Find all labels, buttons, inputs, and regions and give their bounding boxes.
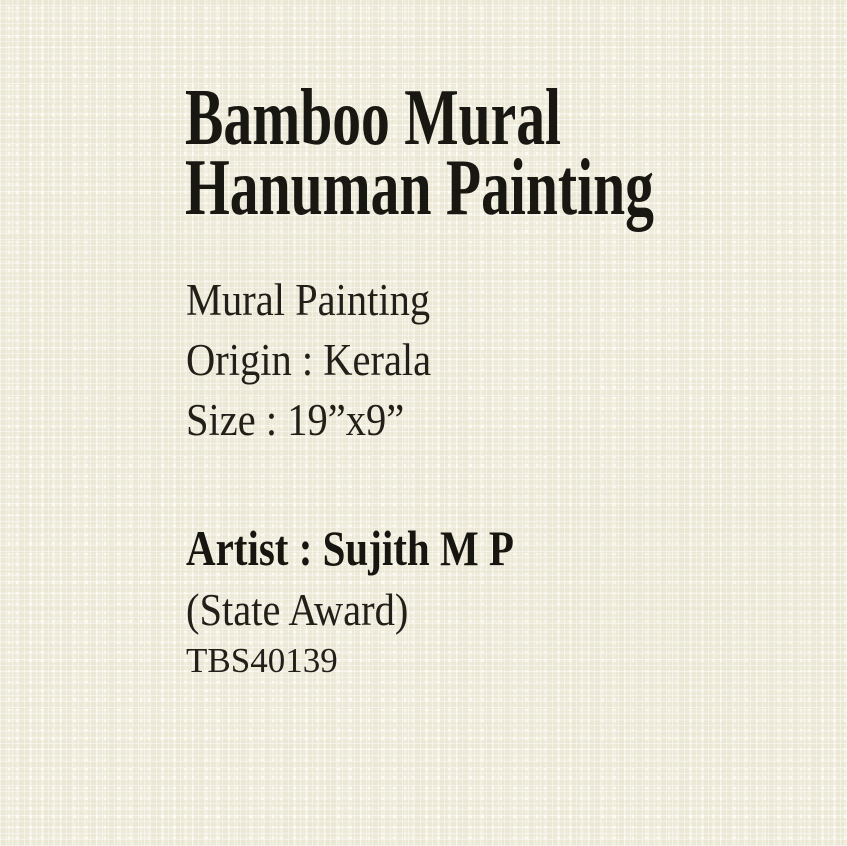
product-details bbox=[186, 270, 431, 450]
detail-category: Mural Painting bbox=[186, 275, 431, 325]
artist-line: Artist : Sujith M P bbox=[186, 520, 514, 576]
product-title bbox=[185, 74, 654, 232]
product-code: TBS40139 bbox=[186, 641, 338, 680]
product-title-line2: Hanuman Painting bbox=[185, 144, 654, 232]
detail-size: Size : 19”x9” bbox=[186, 395, 405, 445]
award-line: (State Award) bbox=[186, 585, 409, 635]
detail-origin: Origin : Kerala bbox=[186, 335, 432, 385]
product-title-line1: Bamboo Mural bbox=[185, 74, 562, 162]
